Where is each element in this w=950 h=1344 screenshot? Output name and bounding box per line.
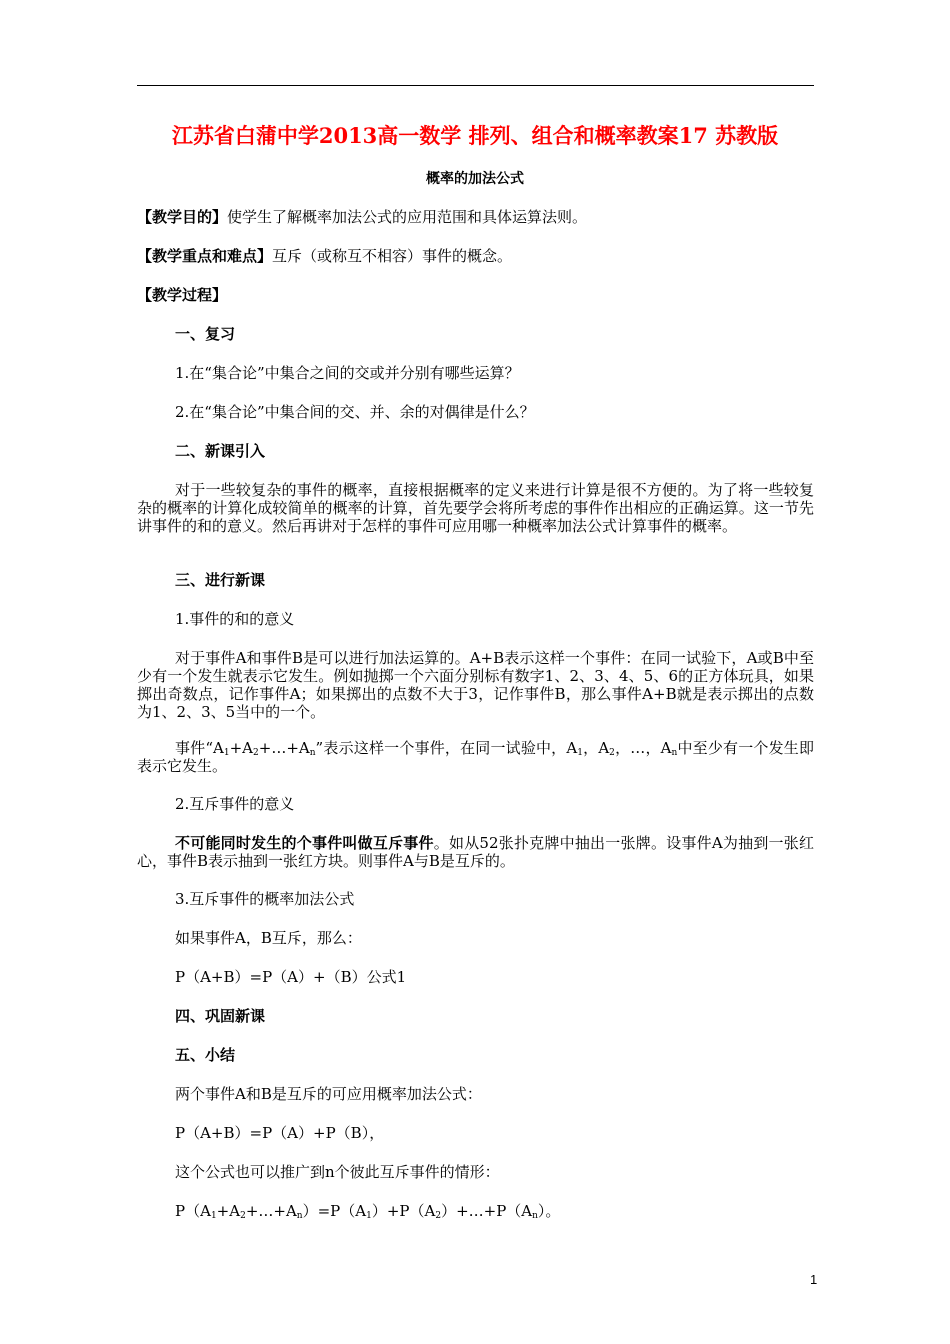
header-rule (137, 85, 814, 86)
subscript: 1 (577, 748, 583, 758)
subscript: 1 (223, 748, 230, 758)
exclusive-definition: 不可能同时发生的个事件叫做互斥事件 (175, 834, 434, 852)
subscript: 1 (366, 1211, 372, 1221)
subscript: n (671, 748, 678, 758)
n-events-text-f: ，…，A (614, 739, 672, 757)
formula-condition: 如果事件A，B互斥，那么： (175, 929, 362, 947)
review-question-1: 1.在“集合论”中集合之间的交或并分别有哪些运算？ (175, 364, 520, 382)
sum-paragraph: 对于事件A和事件B是可以进行加法运算的。A+B表示这样一个事件：在同一试验下，A或B中至少有一个发生就表示它发生。例如抛掷一个六面分别标有数字1、2、3、4、5、6的正方体玩具，如果掷出奇数点，记作事件A；如果掷出的点数不大于3，记作事件B，那么事件A+B就是表示掷出的点数为1、2、3、5当中的一个。 (137, 649, 814, 721)
f3-c: +…+A (245, 1202, 297, 1220)
subscript: n (296, 1211, 303, 1221)
f3-d: ）=P（A (302, 1202, 367, 1220)
subscript: 2 (253, 748, 259, 758)
heading-mutually-exclusive: 2.互斥事件的意义 (175, 795, 295, 813)
document-subtitle: 概率的加法公式 (426, 171, 524, 187)
intro-paragraph: 对于一些较复杂的事件的概率，直接根据概率的定义来进行计算是很不方便的。为了将一些较复杂的概率的计算化成较简单的概率的计算，首先要学会将所考虑的事件作出相应的正确运算。这一节先讲事件的和的意义。然后再讲对于怎样的事件可应用哪一种概率加法公式计算事件的概率。 (137, 481, 814, 535)
f3-g: ）。 (537, 1202, 561, 1220)
n-events-text-g: 中至少有一个发生即表示它发生。 (137, 739, 814, 775)
f3-a: P（A (175, 1202, 211, 1220)
heading-sum-of-events: 1.事件的和的意义 (175, 610, 295, 628)
section-review: 一、复习 (175, 325, 236, 343)
n-events-text-b: +A (229, 739, 254, 757)
process-heading: 【教学过程】 (137, 286, 228, 304)
formula-2: P（A+B）=P（A）+P（B）， (175, 1124, 385, 1142)
key-text: 互斥（或称互不相容）事件的概念。 (272, 247, 513, 265)
n-events-text-d: ”表示这样一个事件，在同一试验中，A (315, 739, 578, 757)
formula-1: P（A+B）=P（A）+（B）公式1 (175, 968, 407, 986)
summary-line: 两个事件A和B是互斥的可应用概率加法公式： (175, 1085, 482, 1103)
subscript: n (309, 748, 316, 758)
generalization-line: 这个公式也可以推广到n个彼此互斥事件的情形： (175, 1163, 500, 1181)
subscript: 2 (240, 1211, 246, 1221)
exclusive-example: 。如从52张扑克牌中抽出一张牌。设事件A为抽到一张红心，事件B表示抽到一张红方块。则事件A与B是互斥的。 (137, 834, 814, 870)
goal-label: 【教学目的】 (137, 208, 228, 226)
n-events-paragraph (137, 739, 814, 775)
subscript: n (532, 1211, 538, 1221)
section-intro: 二、新课引入 (175, 442, 266, 460)
section-summary: 五、小结 (175, 1046, 236, 1064)
section-consolidate: 四、巩固新课 (175, 1007, 266, 1025)
review-question-2: 2.在“集合论”中集合间的交、并、余的对偶律是什么？ (175, 403, 535, 421)
f3-f: ）+…+P（A (441, 1202, 533, 1220)
f3-e: ）+P（A (371, 1202, 436, 1220)
heading-addition-formula: 3.互斥事件的概率加法公式 (175, 890, 355, 908)
section-new-lesson: 三、进行新课 (175, 571, 266, 589)
goal-text: 使学生了解概率加法公式的应用范围和具体运算法则。 (227, 208, 588, 226)
f3-b: +A (216, 1202, 241, 1220)
subscript: 1 (210, 1211, 217, 1221)
n-events-text-a: 事件“A (175, 739, 224, 757)
subscript: 2 (609, 748, 615, 758)
n-events-text-c: +…+A (258, 739, 310, 757)
teaching-key-points (137, 247, 512, 265)
n-events-text-e: ，A (582, 739, 610, 757)
page-number: 1 (810, 1272, 818, 1287)
key-label: 【教学重点和难点】 (137, 247, 273, 265)
exclusive-paragraph (137, 834, 814, 870)
formula-3 (175, 1202, 560, 1220)
teaching-goal (137, 208, 587, 226)
document-title: 江苏省白蒲中学2013高一数学 排列、组合和概率教案17 苏教版 (171, 123, 779, 148)
subscript: 2 (435, 1211, 442, 1221)
